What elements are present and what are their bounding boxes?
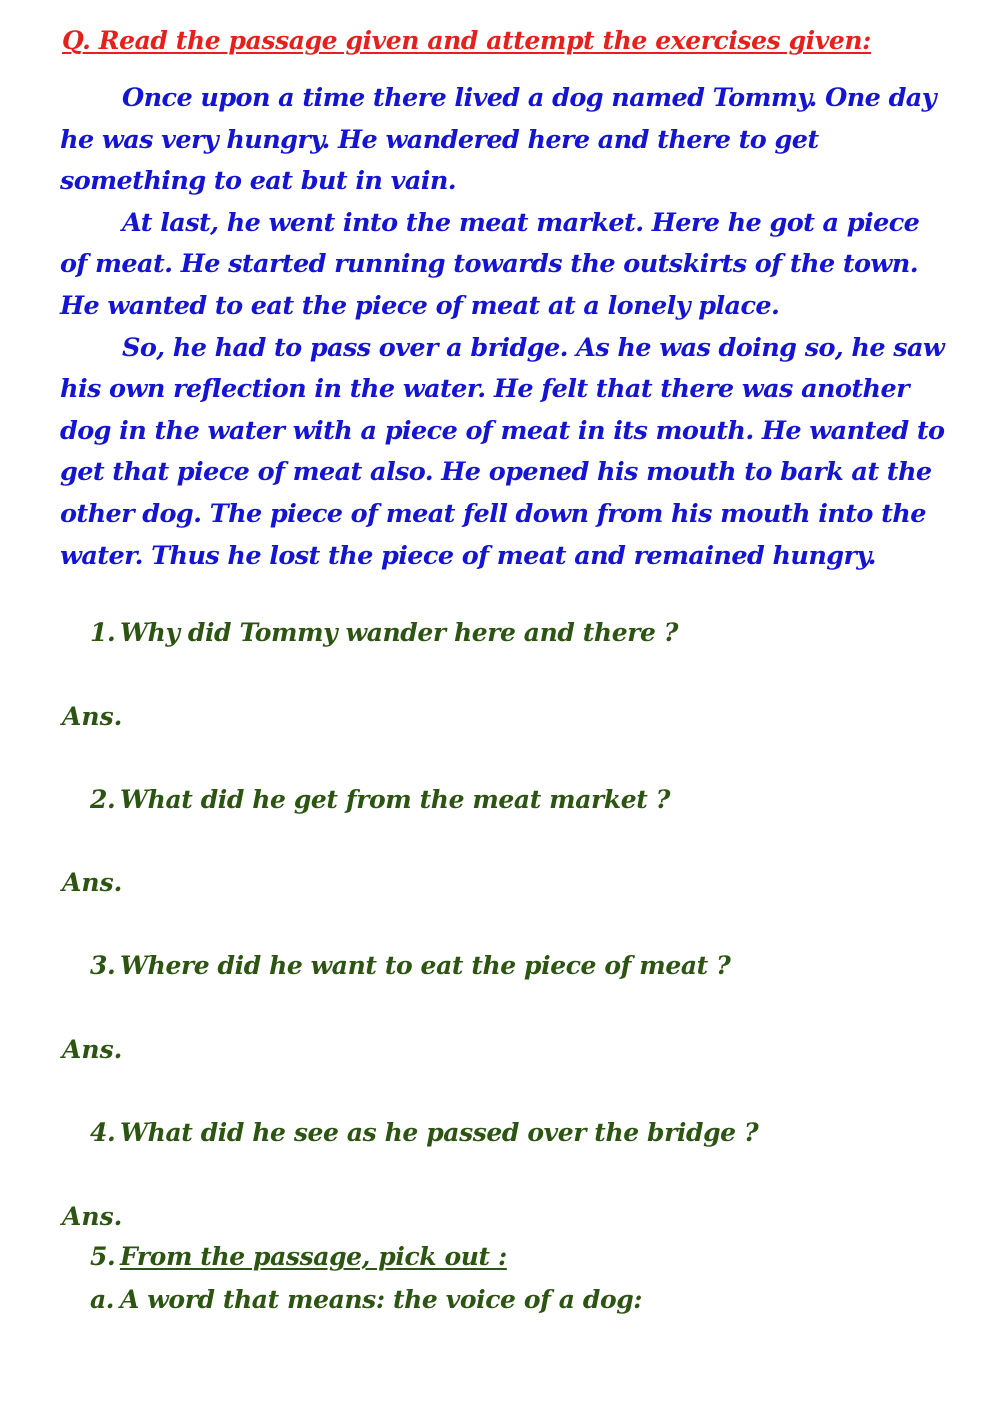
question-2 (90, 785, 670, 814)
passage-paragraph: At last, he went into the meat market. Here he got a piece of meat. He started running towards the outskirts of the town. He wanted to eat the piece of meat at a lonely place. (60, 207, 920, 321)
question-5 (90, 1242, 507, 1271)
passage-paragraph: So, he had to pass over a bridge. As he was doing so, he saw his own reflection in the water. He felt that there was another dog in the water with a piece of meat in its mouth. He wanted to get that piece of meat also. He opened his mouth to bark at the other dog. The piece of meat fell down from his mouth into the water. Thus he lost the piece of meat and remained hungry. (60, 332, 945, 571)
worksheet-heading: Q. Read the passage given and attempt the exercises given: (62, 26, 872, 55)
answer-label-3: Ans. (62, 1035, 123, 1064)
question-number: 1. (90, 618, 116, 647)
pick-out-title: From the passage, pick out : (120, 1242, 507, 1271)
pick-out-item-a (90, 1285, 642, 1314)
question-text: Where did he want to eat the piece of meat ? (120, 951, 731, 980)
question-number: 3. (90, 951, 116, 980)
answer-label-1: Ans. (62, 702, 123, 731)
answer-label-4: Ans. (62, 1202, 123, 1231)
question-4 (90, 1118, 758, 1147)
answer-label-2: Ans. (62, 868, 123, 897)
question-3 (90, 951, 730, 980)
question-text: What did he see as he passed over the bridge ? (120, 1118, 759, 1147)
question-text: Why did Tommy wander here and there ? (120, 618, 679, 647)
item-text: A word that means: the voice of a dog: (120, 1285, 643, 1314)
passage-paragraph: Once upon a time there lived a dog named Tommy. One day he was very hungry. He wandered here and there to get something to eat but in vain. (60, 83, 936, 197)
item-letter: a. (90, 1285, 115, 1314)
reading-passage (60, 78, 945, 577)
question-text: What did he get from the meat market ? (120, 785, 670, 814)
question-1 (90, 618, 678, 647)
question-number: 2. (90, 785, 116, 814)
question-number: 5. (90, 1242, 116, 1271)
question-number: 4. (90, 1118, 116, 1147)
